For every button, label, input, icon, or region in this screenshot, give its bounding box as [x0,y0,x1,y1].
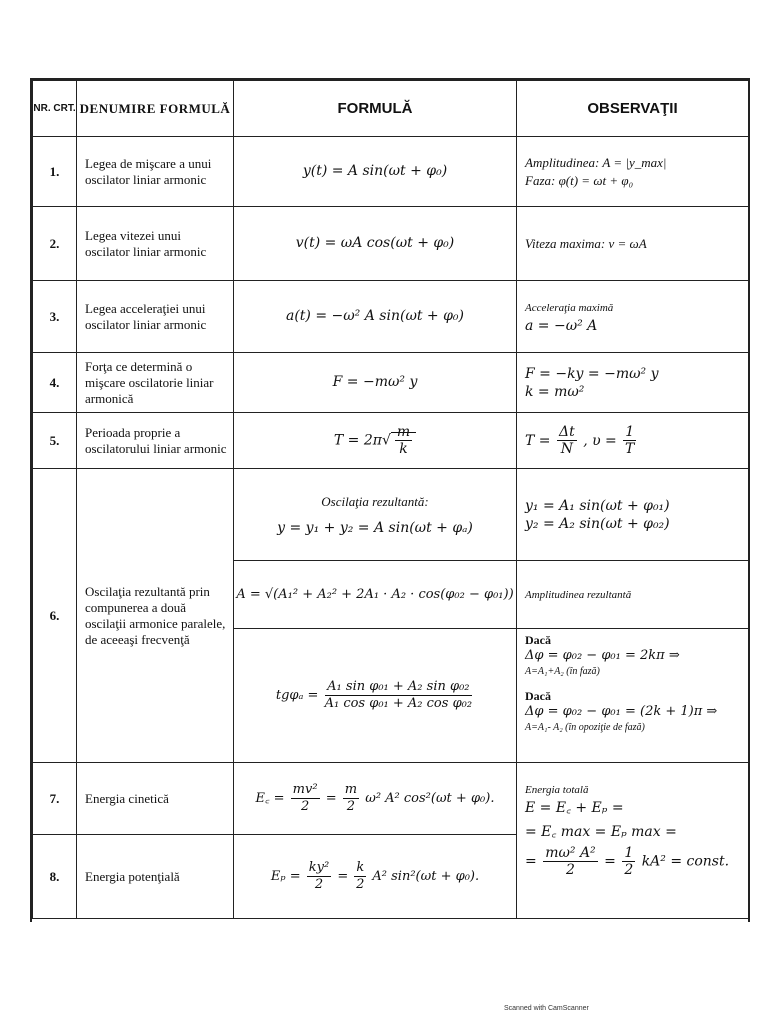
row-formula [275,679,474,711]
row-number: 7. [33,763,77,835]
table-row [33,281,749,353]
obs-middle: , υ = [583,432,617,449]
scanner-footer: Scanned with CamScanner [504,1005,589,1012]
energy-numerator: mω² A² [545,845,596,861]
header-row [33,81,749,137]
condition-heading: Dacă [525,633,551,647]
row-observation: Amplitudinea rezultantă [525,588,632,601]
header-denumire: DENUMIRE FORMULĂ [77,81,234,137]
table-row [33,137,749,207]
row-number: 8. [33,835,77,919]
formula-suffix: A² sin²(ωt + φ₀). [372,869,480,884]
formula-suffix: ω² A² cos²(ωt + φ₀). [365,791,495,806]
row-formula [270,860,480,892]
row-observation: y₂ = A₂ sin(ωt + φ₀₂) [525,515,670,532]
formula-numerator: m [344,782,358,797]
formula-prefix: Eₚ = [270,869,301,884]
row-name: Perioada proprie a oscilatorului liniar armonic [77,413,234,469]
energy-denominator: 2 [624,862,634,878]
row-name: Energia potenţială [77,835,234,919]
row-formula: F = −mω² y [332,374,418,390]
formula-denominator: 2 [346,799,356,814]
formula-numerator: ky² [308,860,330,875]
formula-title: Oscilaţia rezultantă: [321,493,429,509]
row-number: 4. [33,353,77,413]
header-nr: NR. CRT. [33,81,77,137]
formula-numerator: mv² [292,782,318,797]
row-observation: Acceleraţia maximă [525,301,614,314]
row-name: Legea acceleraţiei unui oscilator liniar armonic [77,281,234,353]
energy-suffix: kA² = const. [641,853,730,870]
formula-denominator: 2 [356,877,365,892]
formula-equals: = [337,869,349,884]
row-observation: F = −ky = −mω² y [525,365,659,382]
row-name: Forţa ce determină o mişcare oscilatorie liniar armonică [77,353,234,413]
formula-equals: = [325,791,337,806]
energy-equals: = [604,853,616,870]
header-formula: FORMULĂ [234,81,517,137]
condition-formula: Δφ = φ₀₂ − φ₀₁ = 2kπ ⇒ [525,648,680,663]
row-number: 3. [33,281,77,353]
row-observation: a = −ω² A [525,317,598,334]
energy-denominator: 2 [565,862,575,878]
condition-heading: Dacă [525,689,551,703]
formula-numerator: m [396,424,411,440]
table-row [33,469,749,561]
formula-denominator: 2 [300,799,310,814]
obs-denominator: T [625,441,635,457]
row-observation: k = mω² [525,383,585,400]
formula-prefix: E꜀ = [255,791,285,806]
condition-result: A=A₁+A₂ (în fază) [525,666,600,677]
table-row [33,413,749,469]
formula-table-sheet [30,78,750,922]
condition-formula: Δφ = φ₀₂ − φ₀₁ = (2k + 1)π ⇒ [525,704,718,719]
table-row [33,353,749,413]
row-formula: y(t) = A sin(ωt + φ₀) [302,163,448,179]
formula-denominator: 2 [314,877,324,892]
formula-prefix: T = 2π [333,432,382,449]
energy-line: = $\frac{\text{mω² A²}}{2}$ = $\frac{1}{2}$ kA² = const. [525,845,730,878]
condition-result: A=A₁- A₂ (în opoziţie de fază) [525,722,645,733]
formula-prefix: tgφₐ = [275,688,319,703]
row-observation: y₁ = A₁ sin(ωt + φ₀₁) [525,497,670,514]
row-formula [255,782,495,814]
row-number: 5. [33,413,77,469]
energy-line: = E꜀ max = Eₚ max = [525,824,677,840]
obs-denominator: N [560,441,573,457]
table-row [33,207,749,281]
row-name: Oscilaţia rezultantă prin compunerea a două oscilaţii armonice paralele, de aceeaşi frecvenţă [77,469,234,763]
formula-table [32,80,749,919]
row-observation: Viteza maxima: v = ωA [525,235,647,251]
obs-numerator: Δt [558,424,575,440]
table-row [33,763,749,835]
row-formula: T = 2π√ $\frac{m}{k}$ [334,432,416,449]
row-number: 6. [33,469,77,763]
row-number: 2. [33,207,77,281]
row-number: 1. [33,137,77,207]
row-formula: y = y₁ + y₂ = A sin(ωt + φₐ) [277,519,473,536]
energy-line: E = E꜀ + Eₚ = [525,800,624,816]
formula-denominator: A₁ cos φ₀₁ + A₂ cos φ₀₂ [324,696,473,711]
row-formula: v(t) = ωA cos(ωt + φ₀) [295,235,455,251]
energy-title: Energia totală [525,784,589,796]
energy-numerator: 1 [624,845,634,861]
obs-prefix: T = [525,432,551,449]
row-name: Legea vitezei unui oscilator liniar armonic [77,207,234,281]
formula-denominator: k [399,441,408,457]
row-formula: a(t) = −ω² A sin(ωt + φ₀) [286,308,464,324]
row-observation: Amplitudinea: A = |y_max| [525,154,667,170]
formula-numerator: A₁ sin φ₀₁ + A₂ sin φ₀₂ [325,679,473,696]
header-observatii: OBSERVAŢII [517,81,749,137]
row-observation: Faza: φ(t) = ωt + φ₀ [525,172,634,188]
row-name: Legea de mişcare a unui oscilator liniar armonic [77,137,234,207]
obs-numerator: 1 [625,424,635,440]
formula-numerator: k [356,860,365,875]
row-name: Energia cinetică [77,763,234,835]
row-formula: A = √(A₁² + A₂² + 2A₁ · A₂ · cos(φ₀₂ − φ₀₁)) [236,587,514,602]
